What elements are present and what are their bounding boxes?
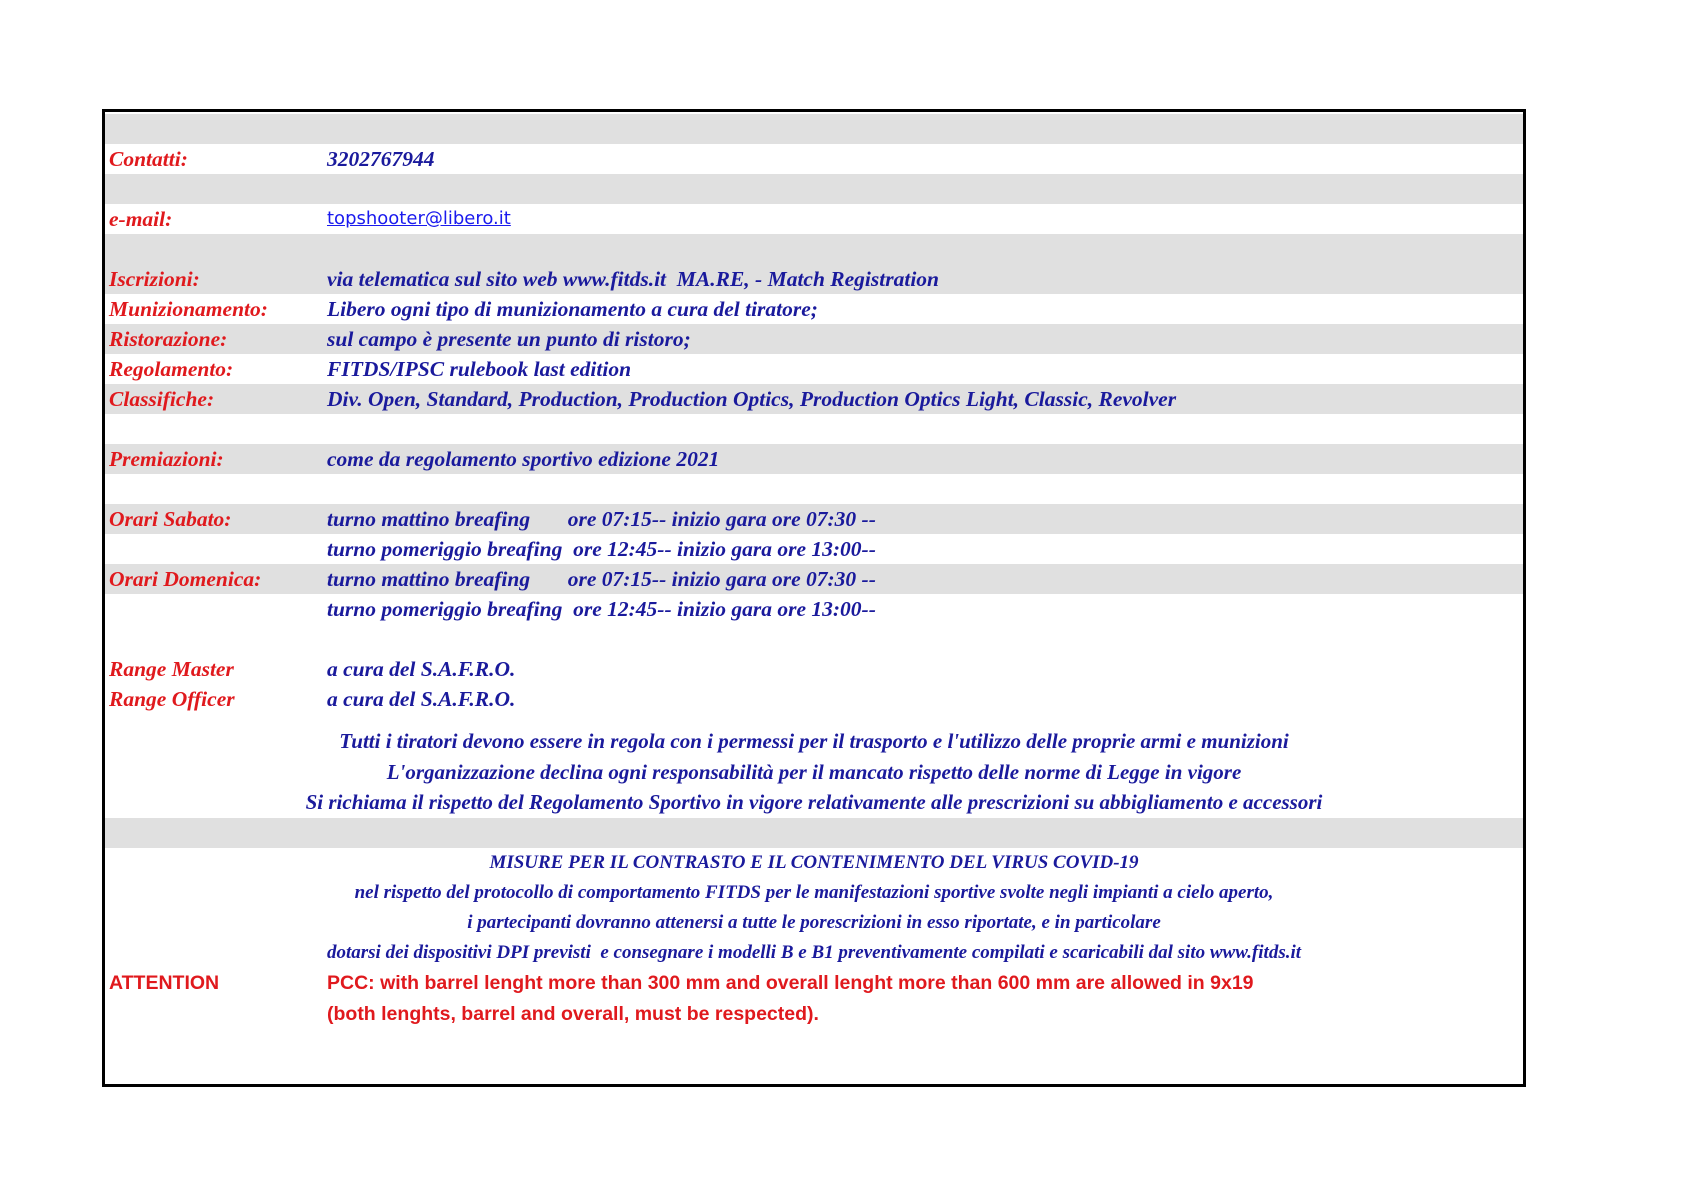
row-range-master (105, 654, 1523, 684)
attention-line2: (both lenghts, barrel and overall, must be respected). (327, 1003, 819, 1025)
regolamento-label: Regolamento: (109, 357, 234, 381)
row-munizionamento (105, 294, 1523, 324)
orari-sabato-label: Orari Sabato: (109, 507, 232, 531)
premiazioni-value: come da regolamento sportivo edizione 2021 (327, 447, 720, 471)
spacer-row (105, 114, 1523, 144)
range-master-value: a cura del S.A.F.R.O. (327, 657, 516, 681)
email-link[interactable]: topshooter@libero.it (327, 208, 511, 229)
row-classifiche (105, 384, 1523, 414)
note-line-1: Tutti i tiratori devono essere in regola con i permessi per il trasporto e l'utilizzo delle proprie armi e munizioni (339, 729, 1289, 753)
row-orari-domenica-2 (105, 594, 1523, 624)
iscrizioni-value: via telematica sul sito web www.fitds.it MA.RE, - Match Registration (327, 267, 940, 291)
ristorazione-value: sul campo è presente un punto di ristoro; (327, 327, 691, 351)
row-attention (105, 968, 1523, 998)
spacer-row (105, 414, 1523, 444)
orari-domenica-line1: turno mattino breafing ore 07:15-- inizio gara ore 07:30 -- (327, 567, 876, 591)
range-officer-label: Range Officer (109, 687, 235, 711)
classifiche-label: Classifiche: (109, 387, 215, 411)
row-iscrizioni (105, 264, 1523, 294)
note-line-2: L'organizzazione declina ogni responsabilità per il mancato rispetto delle norme di Legge in vigore (386, 760, 1242, 784)
orari-sabato-line1: turno mattino breafing ore 07:15-- inizio gara ore 07:30 -- (327, 507, 876, 531)
contatti-label: Contatti: (109, 147, 188, 171)
spacer-row (105, 474, 1523, 504)
covid-line-2: i partecipanti dovranno attenersi a tutte le porescrizioni in esso riportate, e in particolare (467, 912, 1161, 933)
range-master-label: Range Master (109, 657, 234, 681)
row-orari-sabato (105, 504, 1523, 534)
email-label: e-mail: (109, 207, 173, 231)
row-range-officer (105, 684, 1523, 714)
munizionamento-value: Libero ogni tipo di munizionamento a cura del tiratore; (327, 297, 818, 321)
covid-title: MISURE PER IL CONTRASTO E IL CONTENIMENTO DEL VIRUS COVID-19 (489, 852, 1139, 873)
row-regolamento (105, 354, 1523, 384)
ristorazione-label: Ristorazione: (109, 327, 228, 351)
info-sheet-frame (102, 109, 1526, 1087)
note-line-3: Si richiama il rispetto del Regolamento Sportivo in vigore relativamente alle prescrizioni su abbigliamento e accessori (305, 790, 1323, 814)
row-premiazioni (105, 444, 1523, 474)
row-email (105, 204, 1523, 234)
attention-label: ATTENTION (109, 972, 220, 994)
orari-domenica-line2: turno pomeriggio breafing ore 12:45-- inizio gara ore 13:00-- (327, 597, 876, 621)
row-ristorazione (105, 324, 1523, 354)
spacer-row (105, 818, 1523, 848)
orari-sabato-line2: turno pomeriggio breafing ore 12:45-- inizio gara ore 13:00-- (327, 537, 876, 561)
contatti-value: 3202767944 (327, 147, 435, 171)
row-orari-sabato-2 (105, 534, 1523, 564)
classifiche-value: Div. Open, Standard, Production, Production Optics, Production Optics Light, Classic, Revolver (327, 387, 1177, 411)
row-attention-2 (105, 999, 1523, 1029)
spacer-row (105, 174, 1523, 204)
row-contatti (105, 144, 1523, 174)
spacer-row (105, 234, 1523, 264)
premiazioni-label: Premiazioni: (109, 447, 224, 471)
attention-line1: PCC: with barrel lenght more than 300 mm and overall lenght more than 600 mm are allowed in 9x19 (327, 972, 1254, 994)
covid-line-1: nel rispetto del protocollo di comportamento FITDS per le manifestazioni sportive svolte negli impianti a cielo aperto, (354, 882, 1274, 903)
regolamento-value: FITDS/IPSC rulebook last edition (327, 357, 632, 381)
orari-domenica-label: Orari Domenica: (109, 567, 262, 591)
row-orari-domenica (105, 564, 1523, 594)
iscrizioni-label: Iscrizioni: (109, 267, 200, 291)
munizionamento-label: Munizionamento: (109, 297, 268, 321)
covid-line-3: dotarsi dei dispositivi DPI previsti e consegnare i modelli B e B1 preventivamente compilati e scaricabili dal sito www.fitds.it (326, 942, 1302, 963)
range-officer-value: a cura del S.A.F.R.O. (327, 687, 516, 711)
